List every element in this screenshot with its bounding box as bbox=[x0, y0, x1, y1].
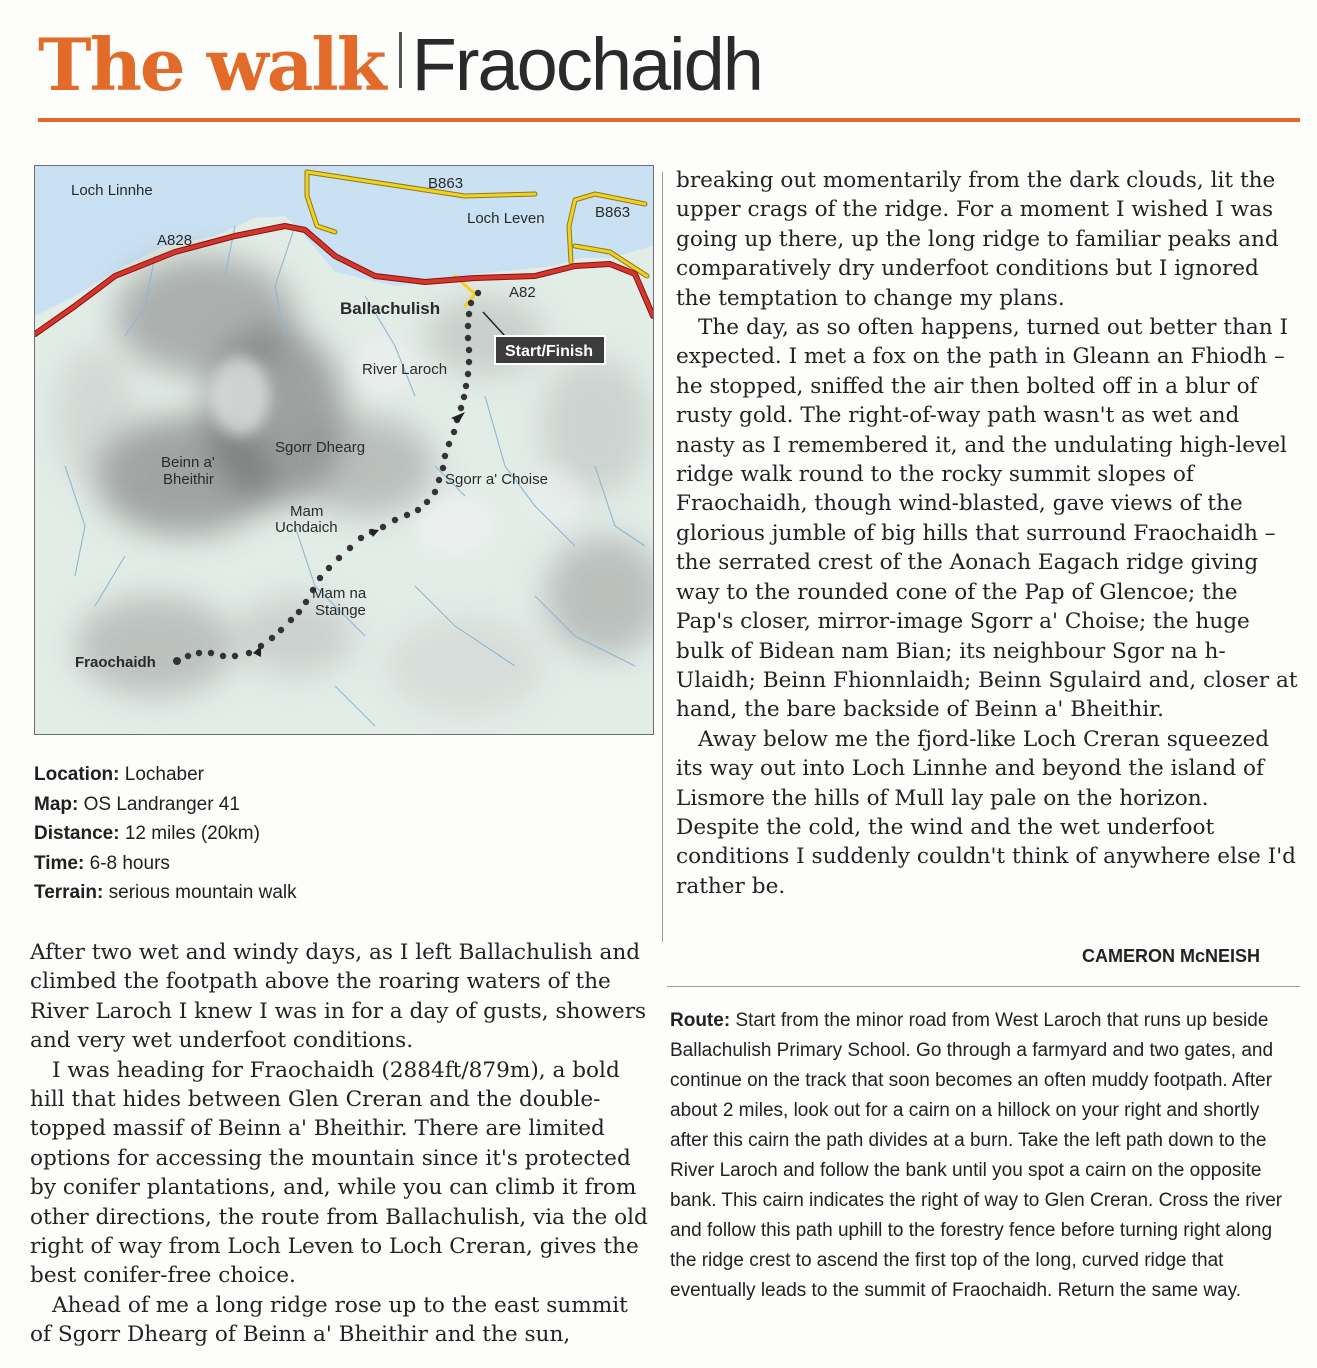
label-a82: A82 bbox=[509, 284, 536, 301]
label-mam-uchdaich-2: Uchdaich bbox=[275, 519, 338, 536]
article-column-right bbox=[676, 166, 1298, 901]
label-loch-leven: Loch Leven bbox=[467, 210, 545, 227]
label-ballachulish: Ballachulish bbox=[340, 299, 441, 318]
label-fraochaidh: Fraochaidh bbox=[75, 654, 156, 671]
label-b863-top: B863 bbox=[428, 175, 464, 192]
fact-map-label: Map: bbox=[34, 793, 79, 815]
label-mam-uchdaich-1: Mam bbox=[290, 503, 324, 520]
fact-distance bbox=[34, 819, 297, 849]
article-paragraph: I was heading for Fraochaidh (2884ft/879m), a bold hill that hides between Glen Creran and the double-topped massif of Beinn a' Bheithir. There are limited options for accessing the mountain since it's protected by conifer plantations, and, while you can climb it from other directions, the route from Ballachulish, via the old right of way from Loch Leven to Loch Creran, gives the best conifer-free choice. bbox=[30, 1057, 648, 1289]
route-map-svg bbox=[35, 166, 653, 734]
label-beinn-a-bheithir-1: Beinn a' bbox=[161, 454, 215, 471]
fact-terrain-value: serious mountain walk bbox=[108, 882, 297, 903]
route-text: Start from the minor road from West Laroch that runs up beside Ballachulish Primary School. Go through a farmyard and two gates, and continue on the track that soon becomes an often muddy footpath. After about 2 miles, look out for a cairn on a hillock on your right and shortly after this cairn the path divides at a burn. Take the left path down to the River Laroch and follow the bank until you spot a cairn on the opposite bank. This cairn indicates the right of way to Glen Creran. Cross the river and follow this path uphill to the forestry fence before turning right along the ridge crest to ascend the first top of the long, curved ridge that eventually leads to the summit of Fraochaidh. Return the same way. bbox=[670, 1010, 1283, 1301]
fact-distance-label: Distance: bbox=[34, 823, 120, 844]
label-beinn-a-bheithir-2: Bheithir bbox=[163, 471, 214, 488]
fact-terrain bbox=[34, 878, 297, 908]
route-description bbox=[670, 1006, 1292, 1306]
route-divider bbox=[667, 986, 1300, 987]
fact-location-label: Location: bbox=[34, 764, 120, 785]
fact-time-label: Time: bbox=[34, 852, 85, 874]
article-paragraph: Ahead of me a long ridge rose up to the east summit of Sgorr Dhearg of Beinn a' Bheithir and the sun, bbox=[30, 1292, 628, 1348]
route-label: Route: bbox=[670, 1010, 731, 1031]
fact-location-value: Lochaber bbox=[124, 764, 205, 785]
masthead-title: The walk bbox=[38, 22, 385, 107]
article-paragraph: The day, as so often happens, turned out better than I expected. I met a fox on the path in Gleann an Fhiodh – he stopped, sniffed the air then bolted off in a blur of rusty gold. The right-of-way path wasn't as wet and nasty as I remembered it, and the undulating high-level ridge walk round to the rocky summit slopes of Fraochaidh, though wind-blasted, gave views of the glorious jumble of big hills that surround Fraochaidh – the serrated crest of the Aonach Eagach ridge giving way to the rounded cone of the Pap of Glencoe; the Pap's closer, mirror-image Sgorr a' Choise; the huge bulk of Bidean nam Bian; its neighbour Sgor na h-Ulaidh; Beinn Fhionnlaidh; Beinn Sgulaird and, closer at hand, the bare backside of Beinn a' Bheithir. bbox=[676, 315, 1298, 723]
label-loch-linnhe: Loch Linnhe bbox=[71, 182, 153, 199]
label-sgorr-a-choise: Sgorr a' Choise bbox=[445, 471, 548, 488]
walk-facts bbox=[34, 760, 297, 908]
fact-map bbox=[34, 790, 297, 820]
author-byline: CAMERON McNEISH bbox=[1082, 946, 1261, 966]
header-rule bbox=[38, 118, 1300, 122]
masthead-divider bbox=[399, 32, 402, 88]
label-river-laroch: River Laroch bbox=[362, 361, 448, 378]
label-a828: A828 bbox=[157, 232, 193, 249]
label-mam-na-stainge-1: Mam na bbox=[312, 585, 367, 602]
column-divider bbox=[662, 172, 663, 942]
fact-terrain-label: Terrain: bbox=[34, 882, 104, 903]
fact-map-value: OS Landranger 41 bbox=[83, 793, 240, 815]
masthead bbox=[38, 22, 762, 107]
route-map bbox=[34, 165, 654, 735]
fact-time-value: 6-8 hours bbox=[89, 852, 170, 874]
article-paragraph: Away below me the fjord-like Loch Creran squeezed its way out into Loch Linnhe and beyond the island of Lismore the hills of Mull lay pale on the horizon. Despite the cold, the wind and the wet underfoot conditions I suddenly couldn't think of anywhere else I'd rather be. bbox=[676, 726, 1296, 899]
fact-time bbox=[34, 849, 297, 879]
article-paragraph: breaking out momentarily from the dark clouds, lit the upper crags of the ridge. For a moment I wished I was going up there, up the long ridge to familiar peaks and comparatively dry underfoot conditions but I ignored the temptation to change my plans. bbox=[676, 168, 1279, 311]
fact-distance-value: 12 miles (20km) bbox=[124, 823, 260, 844]
label-sgorr-dhearg: Sgorr Dhearg bbox=[275, 439, 366, 456]
fact-location bbox=[34, 760, 297, 790]
label-start-finish: Start/Finish bbox=[505, 343, 594, 360]
article-paragraph: After two wet and windy days, as I left Ballachulish and climbed the footpath above the roaring waters of the River Laroch I knew I was in for a day of gusts, showers and very wet underfoot conditions. bbox=[30, 940, 647, 1054]
label-mam-na-stainge-2: Stainge bbox=[315, 602, 366, 619]
masthead-place: Fraochaidh bbox=[411, 23, 762, 106]
label-b863-right: B863 bbox=[595, 204, 631, 221]
article-column-left bbox=[30, 938, 648, 1350]
